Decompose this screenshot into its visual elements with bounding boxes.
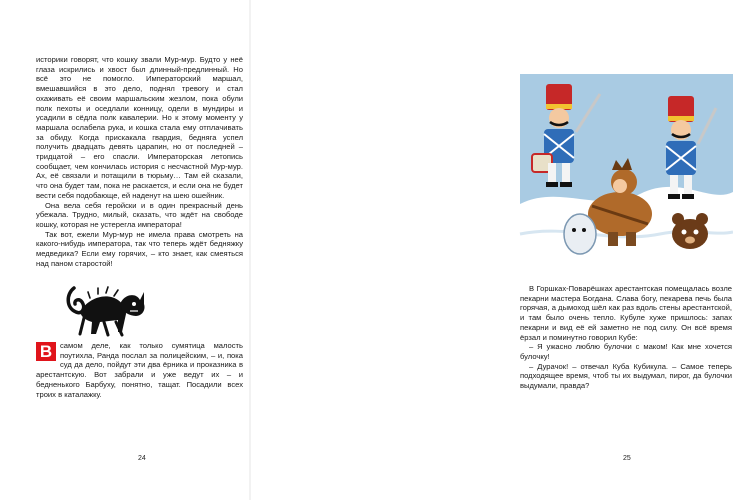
left-page [0, 0, 250, 500]
paragraph: Она вела себя геройски и в один прекрасный день убежала. Трудно, милый, сказать, что ждёт на свободе кошку, которая не устерегла императора! [36, 200, 243, 229]
right-page [250, 0, 732, 500]
paragraph: – Дурачок! – отвечал Куба Кубикула. – Самое теперь подходящее время, чтоб ты их выдумал, пирог, да булочки выдумали, правда? [520, 361, 732, 391]
paragraph: Так вот, ежели Мур-мур не имела права смотреть на какого-нибудь императора, так что теперь ждёт бедняжку медведика? Если ему горячих, – кто знает, как смеяться над паном старостой! [36, 229, 243, 268]
left-page-text [36, 55, 243, 268]
soldiers-illustration [520, 74, 733, 270]
dropcap: В [36, 342, 56, 361]
page-number: 24 [138, 455, 146, 462]
paragraph: историки говорят, что кошку звали Мур-мур. Будто у неё глаза искрились и хвост был длинный-предлинный. Но всё это не помогло. Императорский маршал, вмешавшийся в это дело, поднял тревогу и стал охаживать её своим маршальским жезлом, пока обули полк пехоты и оседлали конницу, одели в мундиры и усадили в сёдла полк кавалерии. Но к этому моменту у маршала ослабела рука, и кошка стала ему отплачивать за обиду. Когда прискакала гвардия, бедняга успел получить двадцать девять царапин, но от последней – тридцатой – его спасли. Императорская летопись сообщает, чем кончилась история с несчастной Мур-мур. Ах, её связали и потащили в тюрьму… Там ей сказали, что она будет там, пока не раскается, и если она не будет вести себя подобающе, ей наденут на шею ошейник. [36, 55, 243, 200]
paragraph: – Я ужасно люблю булочки с маком! Как мне хочется булочку! [520, 342, 732, 361]
paragraph: самом деле, как только сумятица малость поутихла, Ранда послал за полицейским, – и, пока суд да дело, пойдут эти два ёрника и проказника в арестантскую. Вот забрали и уже ведут их – и бедненького Барбуху, понятно, тащат. Посадили всех троих в каталажку. [36, 341, 243, 399]
paragraph: В Горшках-Поварёшках арестантская помещалась возле пекарни мастера Богдана. Слава богу, пекарева печь была горячая, а дымоход шёл как раз вдоль стены арестантской, и там было очень тепло. Кубуле хуже пришлось: запах пекарни и вид её ей заметно не под силу. Он всё время ёрзал и поминутно говорил Кубе: [520, 284, 732, 342]
black-cat-icon [60, 278, 155, 340]
left-page-bottom-text [36, 341, 243, 399]
right-page-text [520, 284, 732, 391]
page-number: 25 [623, 455, 631, 462]
